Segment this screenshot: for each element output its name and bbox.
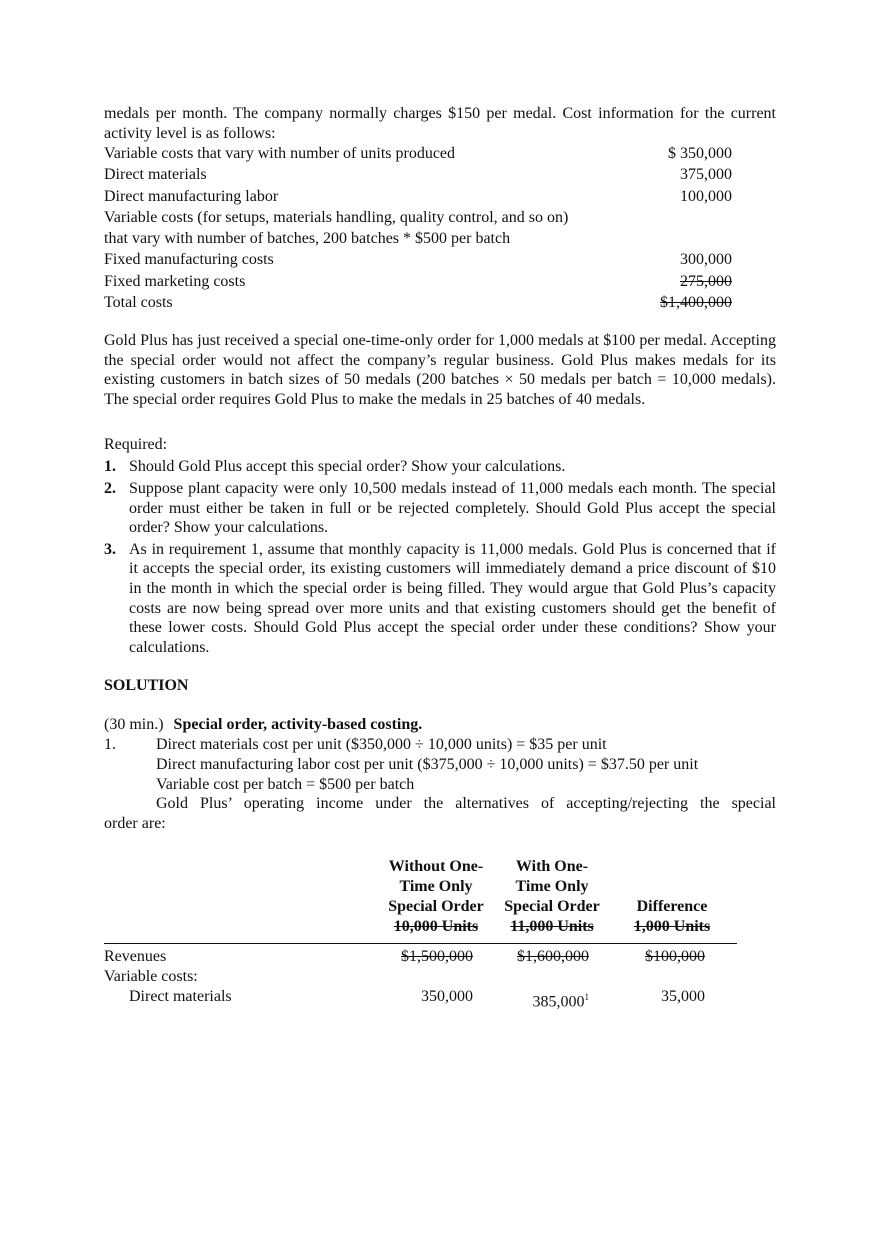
solution-number: 1. xyxy=(104,736,116,754)
requirement-text: As in requirement 1, assume that monthly capacity is 11,000 medals. Gold Plus is concerned that if it accepts the special order, its existing customers will immediately demand a price discount of $10 in the month in which the special order is being filled. They would argue that Gold Plus’s capacity costs are now being spread over more units and that existing customers should get the benefit of these lower costs. Should Gold Plus accept the special order under these conditions? Show your calculations. xyxy=(129,540,776,656)
cost-amount: $1,400,000 xyxy=(660,293,732,311)
row-label: Variable costs: xyxy=(104,968,198,986)
requirement-number: 3. xyxy=(104,540,116,558)
solution-heading: SOLUTION xyxy=(104,677,189,695)
row-label: Revenues xyxy=(104,948,167,966)
cost-row xyxy=(104,143,776,164)
header-line: With One- xyxy=(515,858,589,876)
column-header-without xyxy=(380,857,492,937)
requirement-item xyxy=(104,540,776,658)
cost-amount: 275,000 xyxy=(680,272,732,290)
header-line: Special Order xyxy=(388,898,484,916)
row-label: Direct materials xyxy=(129,988,232,1006)
cost-label: Direct manufacturing labor xyxy=(104,187,279,205)
value-difference: 35,000 xyxy=(661,988,705,1006)
required-label: Required: xyxy=(104,436,168,454)
cost-amount: $ 350,000 xyxy=(668,145,732,162)
solution-title-line xyxy=(104,715,776,735)
requirement-number: 2. xyxy=(104,479,116,497)
value-with: $1,600,000 xyxy=(517,948,589,966)
footnote-marker: 1 xyxy=(584,992,589,1003)
header-line: Difference xyxy=(636,898,708,916)
cost-amount: 375,000 xyxy=(680,166,732,184)
cost-row xyxy=(104,186,776,207)
header-line: 10,000 Units xyxy=(393,918,479,936)
cost-row xyxy=(104,164,776,185)
cost-label: Fixed manufacturing costs xyxy=(104,251,274,269)
requirement-number: 1. xyxy=(104,458,116,476)
value-without: 350,000 xyxy=(421,988,473,1006)
requirement-item xyxy=(104,479,776,538)
intro-text: medals per month. The company normally charges $150 per medal. Cost information for the current activity level is as follows: xyxy=(104,105,776,142)
solution-line: Variable cost per batch = $500 per batch xyxy=(156,775,415,793)
value-with-cell xyxy=(533,987,590,1012)
solution-line: Gold Plus’ operating income under the alternatives of accepting/rejecting the special xyxy=(156,795,776,813)
cost-label: Variable costs that vary with number of units produced xyxy=(104,145,456,162)
cost-label: Fixed marketing costs xyxy=(104,272,246,290)
cost-row xyxy=(104,207,776,249)
requirement-item xyxy=(104,457,776,477)
solution-title: Special order, activity-based costing. xyxy=(173,716,423,734)
cost-amount: 300,000 xyxy=(680,251,732,269)
solution-line xyxy=(104,735,776,755)
cost-label: Total costs xyxy=(104,293,173,311)
header-line: 1,000 Units xyxy=(633,918,711,936)
cost-label: Variable costs (for setups, materials handling, quality control, and so on) xyxy=(104,209,569,227)
cost-label-continued: that vary with number of batches, 200 batches * $500 per batch xyxy=(104,230,511,248)
value-with: 385,000 xyxy=(532,993,585,1011)
cost-row xyxy=(104,271,776,292)
header-line: Without One- xyxy=(388,858,484,876)
cost-amount: 100,000 xyxy=(680,187,732,205)
document-page xyxy=(104,104,776,1017)
value-without: $1,500,000 xyxy=(401,948,473,966)
solution-line: Direct manufacturing labor cost per unit ($375,000 ÷ 10,000 units) = $37.50 per unit xyxy=(156,755,699,773)
solution-time: (30 min.) xyxy=(104,716,164,734)
column-header-with xyxy=(496,857,608,937)
solution-line: order are: xyxy=(104,815,166,833)
cost-row xyxy=(104,249,776,270)
header-rule xyxy=(104,943,737,944)
cost-list xyxy=(104,143,776,313)
value-difference: $100,000 xyxy=(645,948,705,966)
solution-text: Direct materials cost per unit ($350,000 ÷ 10,000 units) = $35 per unit xyxy=(156,736,607,754)
special-order-paragraph: Gold Plus has just received a special one-time-only order for 1,000 medals at $100 per medal. Accepting the special order would not affect the company’s regular business. Gold Plus makes medals for its existing customers in batch sizes of 50 medals (200 batches × 50 medals per batch = 10,000 medals). The special order requires Gold Plus to make the medals in 25 batches of 40 medals. xyxy=(104,332,776,408)
cost-label: Direct materials xyxy=(104,166,207,184)
requirement-text: Suppose plant capacity were only 10,500 medals instead of 11,000 medals each month. The special order must either be taken in full or be rejected completely. Should Gold Plus accept the special order? Show your calculations. xyxy=(129,479,776,537)
requirements-list xyxy=(104,457,776,657)
header-line: Time Only xyxy=(515,878,589,896)
column-header-difference xyxy=(622,897,722,937)
requirement-text: Should Gold Plus accept this special order? Show your calculations. xyxy=(129,458,566,476)
comparison-table xyxy=(104,857,776,1017)
cost-row-total xyxy=(104,292,776,313)
header-line: Time Only xyxy=(399,878,473,896)
header-line: Special Order xyxy=(504,898,600,916)
header-line: 11,000 Units xyxy=(510,918,594,936)
